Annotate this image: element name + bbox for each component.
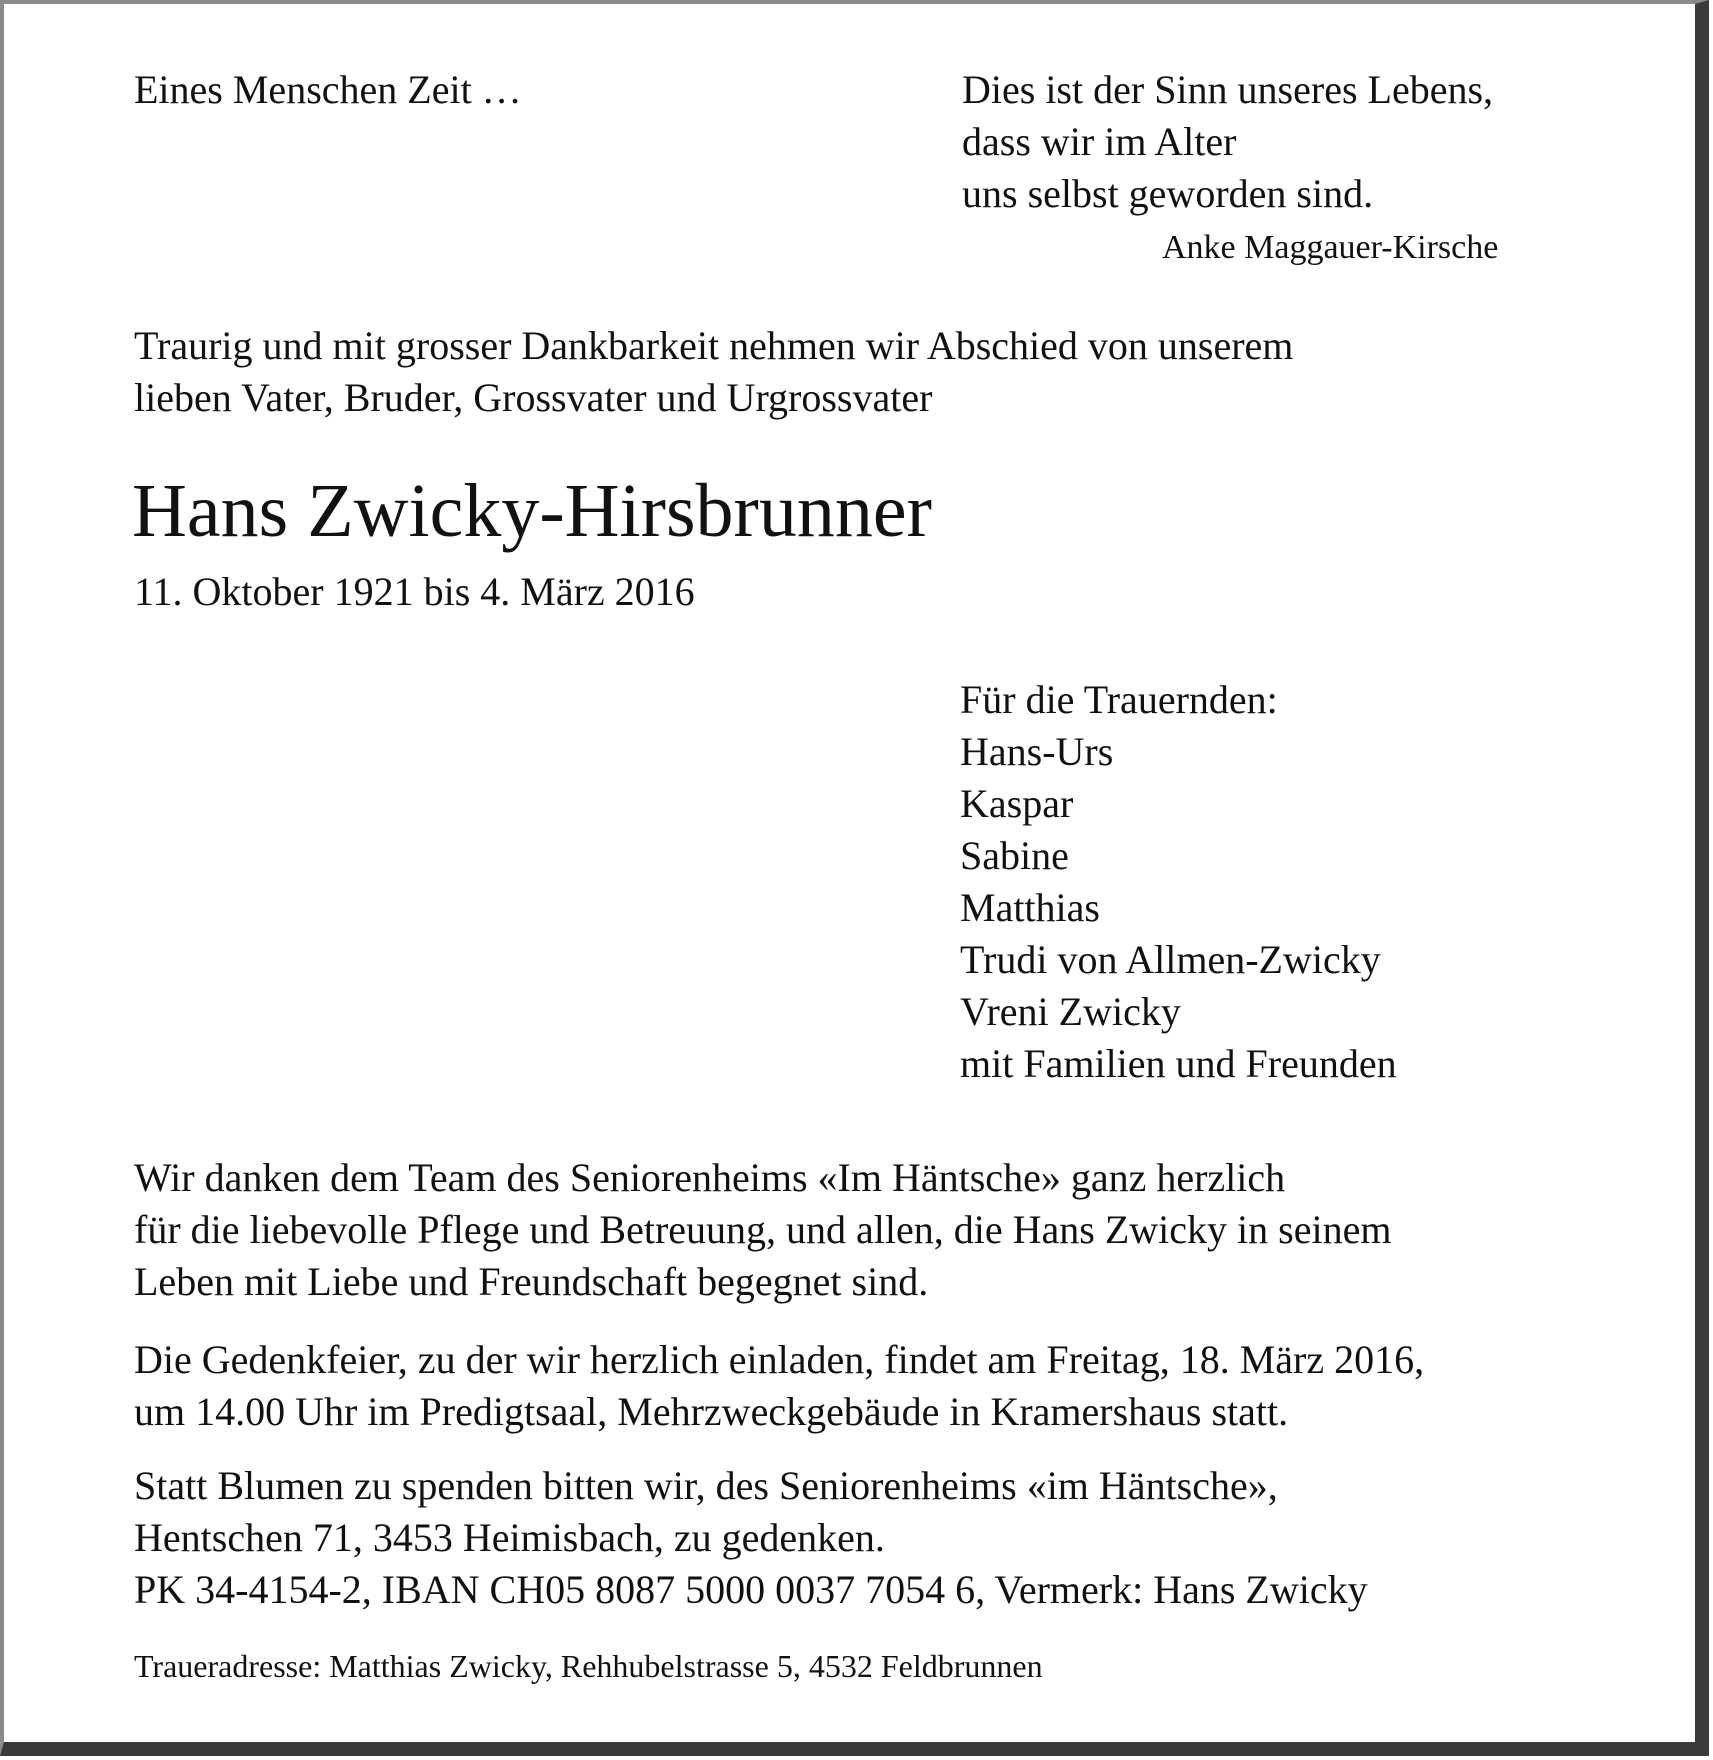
mourner-name: Trudi von Allmen-Zwicky — [960, 937, 1381, 982]
donation-line: PK 34-4154-2, IBAN CH05 8087 5000 0037 7054 6, Vermerk: Hans Zwicky — [134, 1567, 1368, 1612]
mourner-name: mit Familien und Freunden — [960, 1041, 1397, 1086]
thanks-line: Leben mit Liebe und Freundschaft begegnet sind. — [134, 1259, 929, 1304]
donation-paragraph — [134, 1460, 1368, 1616]
thanks-paragraph — [134, 1152, 1391, 1308]
mourners-list — [960, 674, 1397, 1090]
mourners-heading: Für die Trauernden: — [960, 677, 1278, 722]
donation-line: Statt Blumen zu spenden bitten wir, des Seniorenheims «im Häntsche», — [134, 1463, 1278, 1508]
mourner-name: Matthias — [960, 885, 1100, 930]
mourning-address: Traueradresse: Matthias Zwicky, Rehhubelstrasse 5, 4532 Feldbrunnen — [134, 1648, 1043, 1684]
life-dates: 11. Oktober 1921 bis 4. März 2016 — [134, 569, 695, 614]
quote-author: Anke Maggauer-Kirsche — [1162, 229, 1499, 266]
donation-line: Hentschen 71, 3453 Heimisbach, zu gedenken. — [134, 1515, 885, 1560]
mourner-name: Vreni Zwicky — [960, 989, 1181, 1034]
thanks-line: für die liebevolle Pflege und Betreuung, und allen, die Hans Zwicky in seinem — [134, 1207, 1392, 1252]
mourner-name: Sabine — [960, 833, 1069, 878]
quote-line: Dies ist der Sinn unseres Lebens, — [962, 67, 1494, 112]
lead-line: Traurig und mit grosser Dankbarkeit nehmen wir Abschied von unserem — [134, 323, 1294, 368]
ceremony-line: Die Gedenkfeier, zu der wir herzlich einladen, findet am Freitag, 18. März 2016, — [134, 1337, 1425, 1382]
quote-line: uns selbst geworden sind. — [962, 171, 1374, 216]
intro-text: Eines Menschen Zeit … — [134, 67, 522, 112]
ceremony-line: um 14.00 Uhr im Predigtsaal, Mehrzweckgebäude in Kramershaus statt. — [134, 1389, 1289, 1434]
quote-block — [962, 64, 1493, 220]
lead-line: lieben Vater, Bruder, Grossvater und Urgrossvater — [134, 375, 933, 420]
mourner-name: Kaspar — [960, 781, 1074, 826]
quote-line: dass wir im Alter — [962, 119, 1237, 164]
thanks-line: Wir danken dem Team des Seniorenheims «Im Häntsche» ganz herzlich — [134, 1155, 1286, 1200]
lead-text — [134, 320, 1293, 424]
deceased-name: Hans Zwicky-Hirsbrunner — [132, 469, 932, 553]
mourner-name: Hans-Urs — [960, 729, 1114, 774]
ceremony-paragraph — [134, 1334, 1424, 1438]
